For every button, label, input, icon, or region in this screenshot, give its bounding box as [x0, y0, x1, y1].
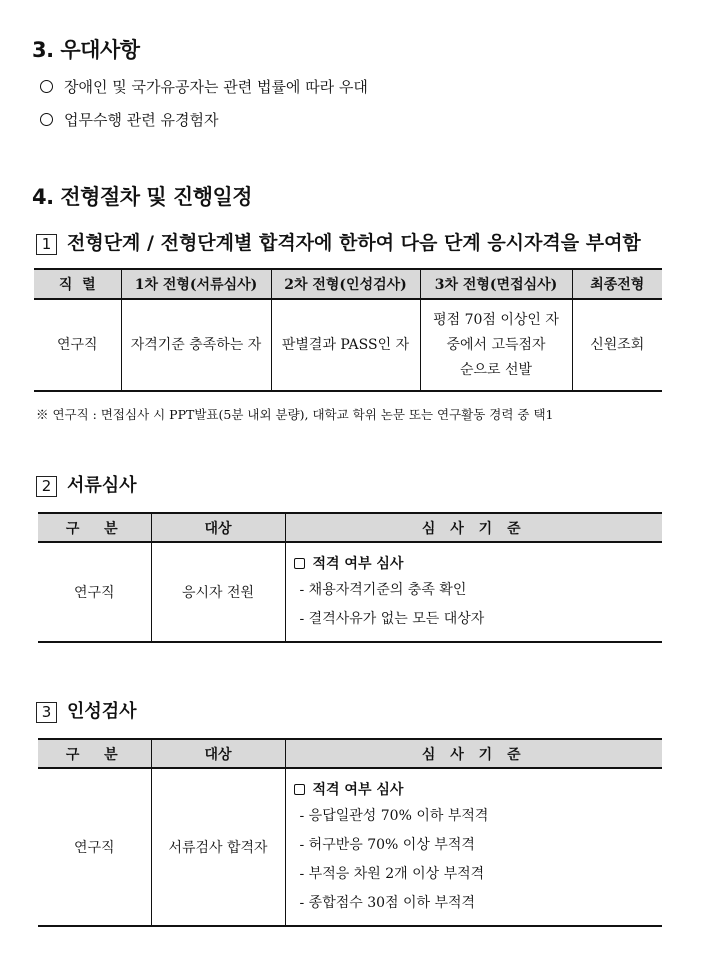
table-cell: 신원조회 — [572, 299, 662, 391]
table-row — [38, 542, 662, 642]
table-row — [38, 768, 662, 926]
document-screening-table — [38, 512, 662, 643]
table-header: 대상 — [151, 513, 285, 542]
section-4-title: 4. 전형절차 및 진행일정 — [32, 185, 253, 209]
table-row — [34, 299, 662, 391]
table-cell: 응시자 전원 — [151, 542, 285, 642]
table-header-row — [38, 513, 662, 542]
table-cell: 연구직 — [38, 768, 151, 926]
boxed-number: 1 — [36, 234, 57, 255]
table-cell: 연구직 — [38, 542, 151, 642]
table-header: 직 렬 — [34, 269, 121, 299]
criteria-item: - 허구반응 70% 이상 부적격 — [299, 837, 475, 853]
criteria-item: - 채용자격기준의 충족 확인 — [299, 582, 467, 598]
preference-item-text: 장애인 및 국가유공자는 관련 법률에 따라 우대 — [64, 78, 368, 96]
process-table — [34, 268, 662, 392]
cell-line: 순으로 선발 — [459, 361, 533, 378]
table-header: 3차 전형(면접심사) — [420, 269, 572, 299]
subsection-2-text: 서류심사 — [67, 475, 137, 496]
table-header: 최종전형 — [572, 269, 662, 299]
criteria-title — [294, 779, 663, 799]
boxed-number: 3 — [36, 702, 57, 723]
circle-bullet-icon — [40, 80, 53, 93]
table-header: 구 분 — [38, 739, 151, 768]
section-3-title: 3. 우대사항 — [32, 38, 140, 62]
subsection-1-title — [36, 228, 641, 255]
table-header: 심 사 기 준 — [285, 739, 662, 768]
criteria-item: - 응답일관성 70% 이하 부적격 — [299, 808, 489, 824]
table-header: 2차 전형(인성검사) — [271, 269, 420, 299]
table-cell: 판별결과 PASS인 자 — [271, 299, 420, 391]
preference-item — [40, 76, 368, 97]
subsection-3-title — [36, 697, 137, 723]
criteria-cell — [285, 768, 662, 926]
table-header: 심 사 기 준 — [285, 513, 662, 542]
subsection-3-text: 인성검사 — [67, 701, 137, 722]
criteria-title-text: 적격 여부 심사 — [312, 556, 404, 572]
criteria-item: - 종합점수 30점 이하 부적격 — [299, 895, 476, 911]
table-header-row — [34, 269, 662, 299]
checkbox-square-icon — [294, 784, 305, 795]
circle-bullet-icon — [40, 113, 53, 126]
table-header-row — [38, 739, 662, 768]
note-text: ※ 연구직 : 면접심사 시 PPT발표(5분 내외 분량), 대학교 학위 논문 또는 연구활동 경력 중 택1 — [36, 407, 554, 422]
table-header: 대상 — [151, 739, 285, 768]
boxed-number: 2 — [36, 476, 57, 497]
criteria-title-text: 적격 여부 심사 — [312, 782, 404, 798]
table-header: 구 분 — [38, 513, 151, 542]
criteria-cell — [285, 542, 662, 642]
table-cell — [420, 299, 572, 391]
criteria-title — [294, 553, 663, 573]
personality-test-table — [38, 738, 662, 927]
table-header: 1차 전형(서류심사) — [121, 269, 271, 299]
subsection-1-text: 전형단계 / 전형단계별 합격자에 한하여 다음 단계 응시자격을 부여함 — [67, 232, 641, 254]
criteria-item: - 부적응 차원 2개 이상 부적격 — [299, 866, 485, 882]
preference-item-text: 업무수행 관련 유경험자 — [64, 111, 219, 129]
preference-item — [40, 109, 218, 130]
subsection-2-title — [36, 471, 137, 497]
cell-line: 중에서 고득점자 — [446, 336, 546, 353]
cell-line: 평점 70점 이상인 자 — [433, 311, 559, 328]
checkbox-square-icon — [294, 558, 305, 569]
table-cell: 자격기준 충족하는 자 — [121, 299, 271, 391]
table-cell: 연구직 — [34, 299, 121, 391]
table-cell: 서류검사 합격자 — [151, 768, 285, 926]
criteria-item: - 결격사유가 없는 모든 대상자 — [299, 611, 485, 627]
